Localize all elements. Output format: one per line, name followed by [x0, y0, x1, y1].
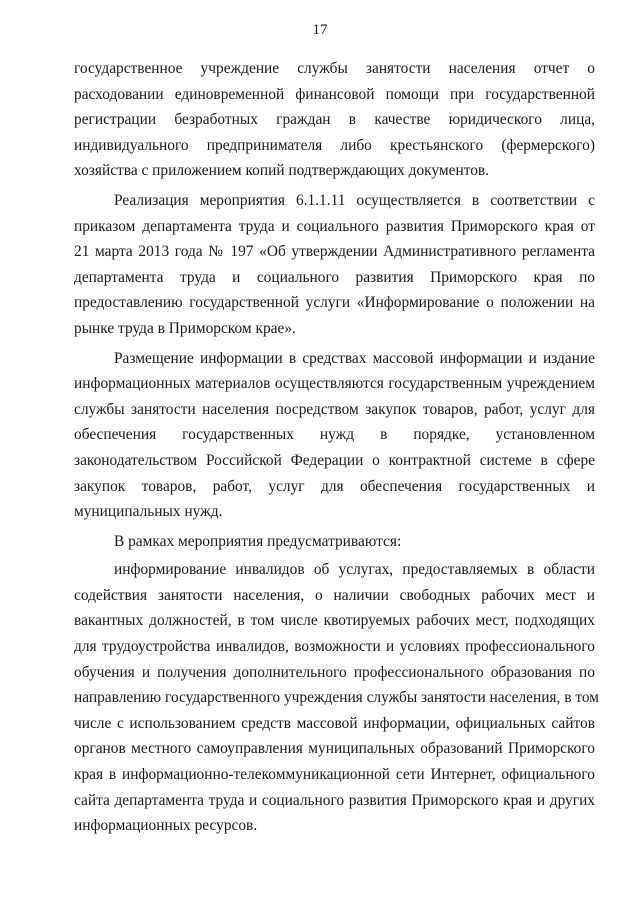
- text-line: регистрации безработных граждан в качестве юридического лица,: [74, 111, 595, 129]
- text-line: законодательством Российской Федерации о контрактной системе в сфере: [74, 451, 595, 469]
- text-line: Реализация мероприятия 6.1.1.11 осуществляется в соответствии с: [114, 191, 595, 209]
- text-line: хозяйства с приложением копий подтверждающих документов.: [74, 162, 490, 180]
- page-number: 17: [312, 22, 328, 38]
- text-line: службы занятости населения посредством закупок товаров, работ, услуг для: [74, 400, 595, 418]
- text-line: предоставлению государственной услуги «Информирование о положении на: [74, 294, 595, 312]
- text-line: 21 марта 2013 года № 197 «Об утверждении Административного регламента: [74, 243, 595, 261]
- text-line: информационных ресурсов.: [74, 817, 258, 835]
- text-line: Размещение информации в средствах массовой информации и издание: [114, 349, 595, 367]
- document-body: [74, 56, 599, 839]
- text-line: для трудоустройства инвалидов, возможности и условиях профессионального: [74, 638, 595, 656]
- text-line: рынке труда в Приморском крае».: [74, 319, 296, 337]
- text-line: сайта департамента труда и социального развития Приморского края и других: [74, 791, 595, 809]
- text-line: содействия занятости населения, о наличии свободных рабочих мест и: [74, 586, 595, 604]
- text-line: государственное учреждение службы занятости населения отчет о: [74, 60, 595, 77]
- text-line: органов местного самоуправления муниципальных образований Приморского: [74, 740, 595, 758]
- text-line: вакантных должностей, в том числе квотируемых рабочих мест, подходящих: [74, 612, 595, 630]
- paragraph-media-placement: [74, 346, 595, 525]
- text-line: расходовании единовременной финансовой помощи при государственной: [74, 85, 595, 103]
- paragraph-implementation: [74, 188, 595, 342]
- text-line: индивидуального предпринимателя либо крестьянского (фермерского): [74, 136, 595, 154]
- text-line: обеспечения государственных нужд в порядке, установленном: [74, 426, 595, 444]
- text-line: приказом департамента труда и социального развития Приморского края от: [74, 217, 595, 235]
- text-line: информационных материалов осуществляются государственным учреждением: [74, 375, 595, 393]
- text-line: департамента труда и социального развития Приморского края по: [74, 268, 595, 286]
- paragraph-continuation: [74, 56, 595, 184]
- text-line: обучения и получения дополнительного профессионального образования по: [74, 663, 595, 681]
- text-line: числе с использованием средств массовой информации, официальных сайтов: [74, 714, 595, 732]
- paragraph-informing-disabled: [74, 557, 599, 839]
- text-line: информирование инвалидов об услугах, предоставляемых в области: [114, 561, 595, 579]
- text-line: закупок товаров, работ, услуг для обеспечения государственных и: [74, 477, 595, 495]
- text-line: направлению государственного учреждения службы занятости населения, в том: [74, 689, 599, 707]
- text-line: края в информационно-телекоммуникационной сети Интернет, официального: [74, 766, 595, 784]
- paragraph-measures-intro: [74, 529, 595, 555]
- text-line: В рамках мероприятия предусматриваются:: [114, 532, 402, 550]
- text-line: муниципальных нужд.: [74, 503, 223, 521]
